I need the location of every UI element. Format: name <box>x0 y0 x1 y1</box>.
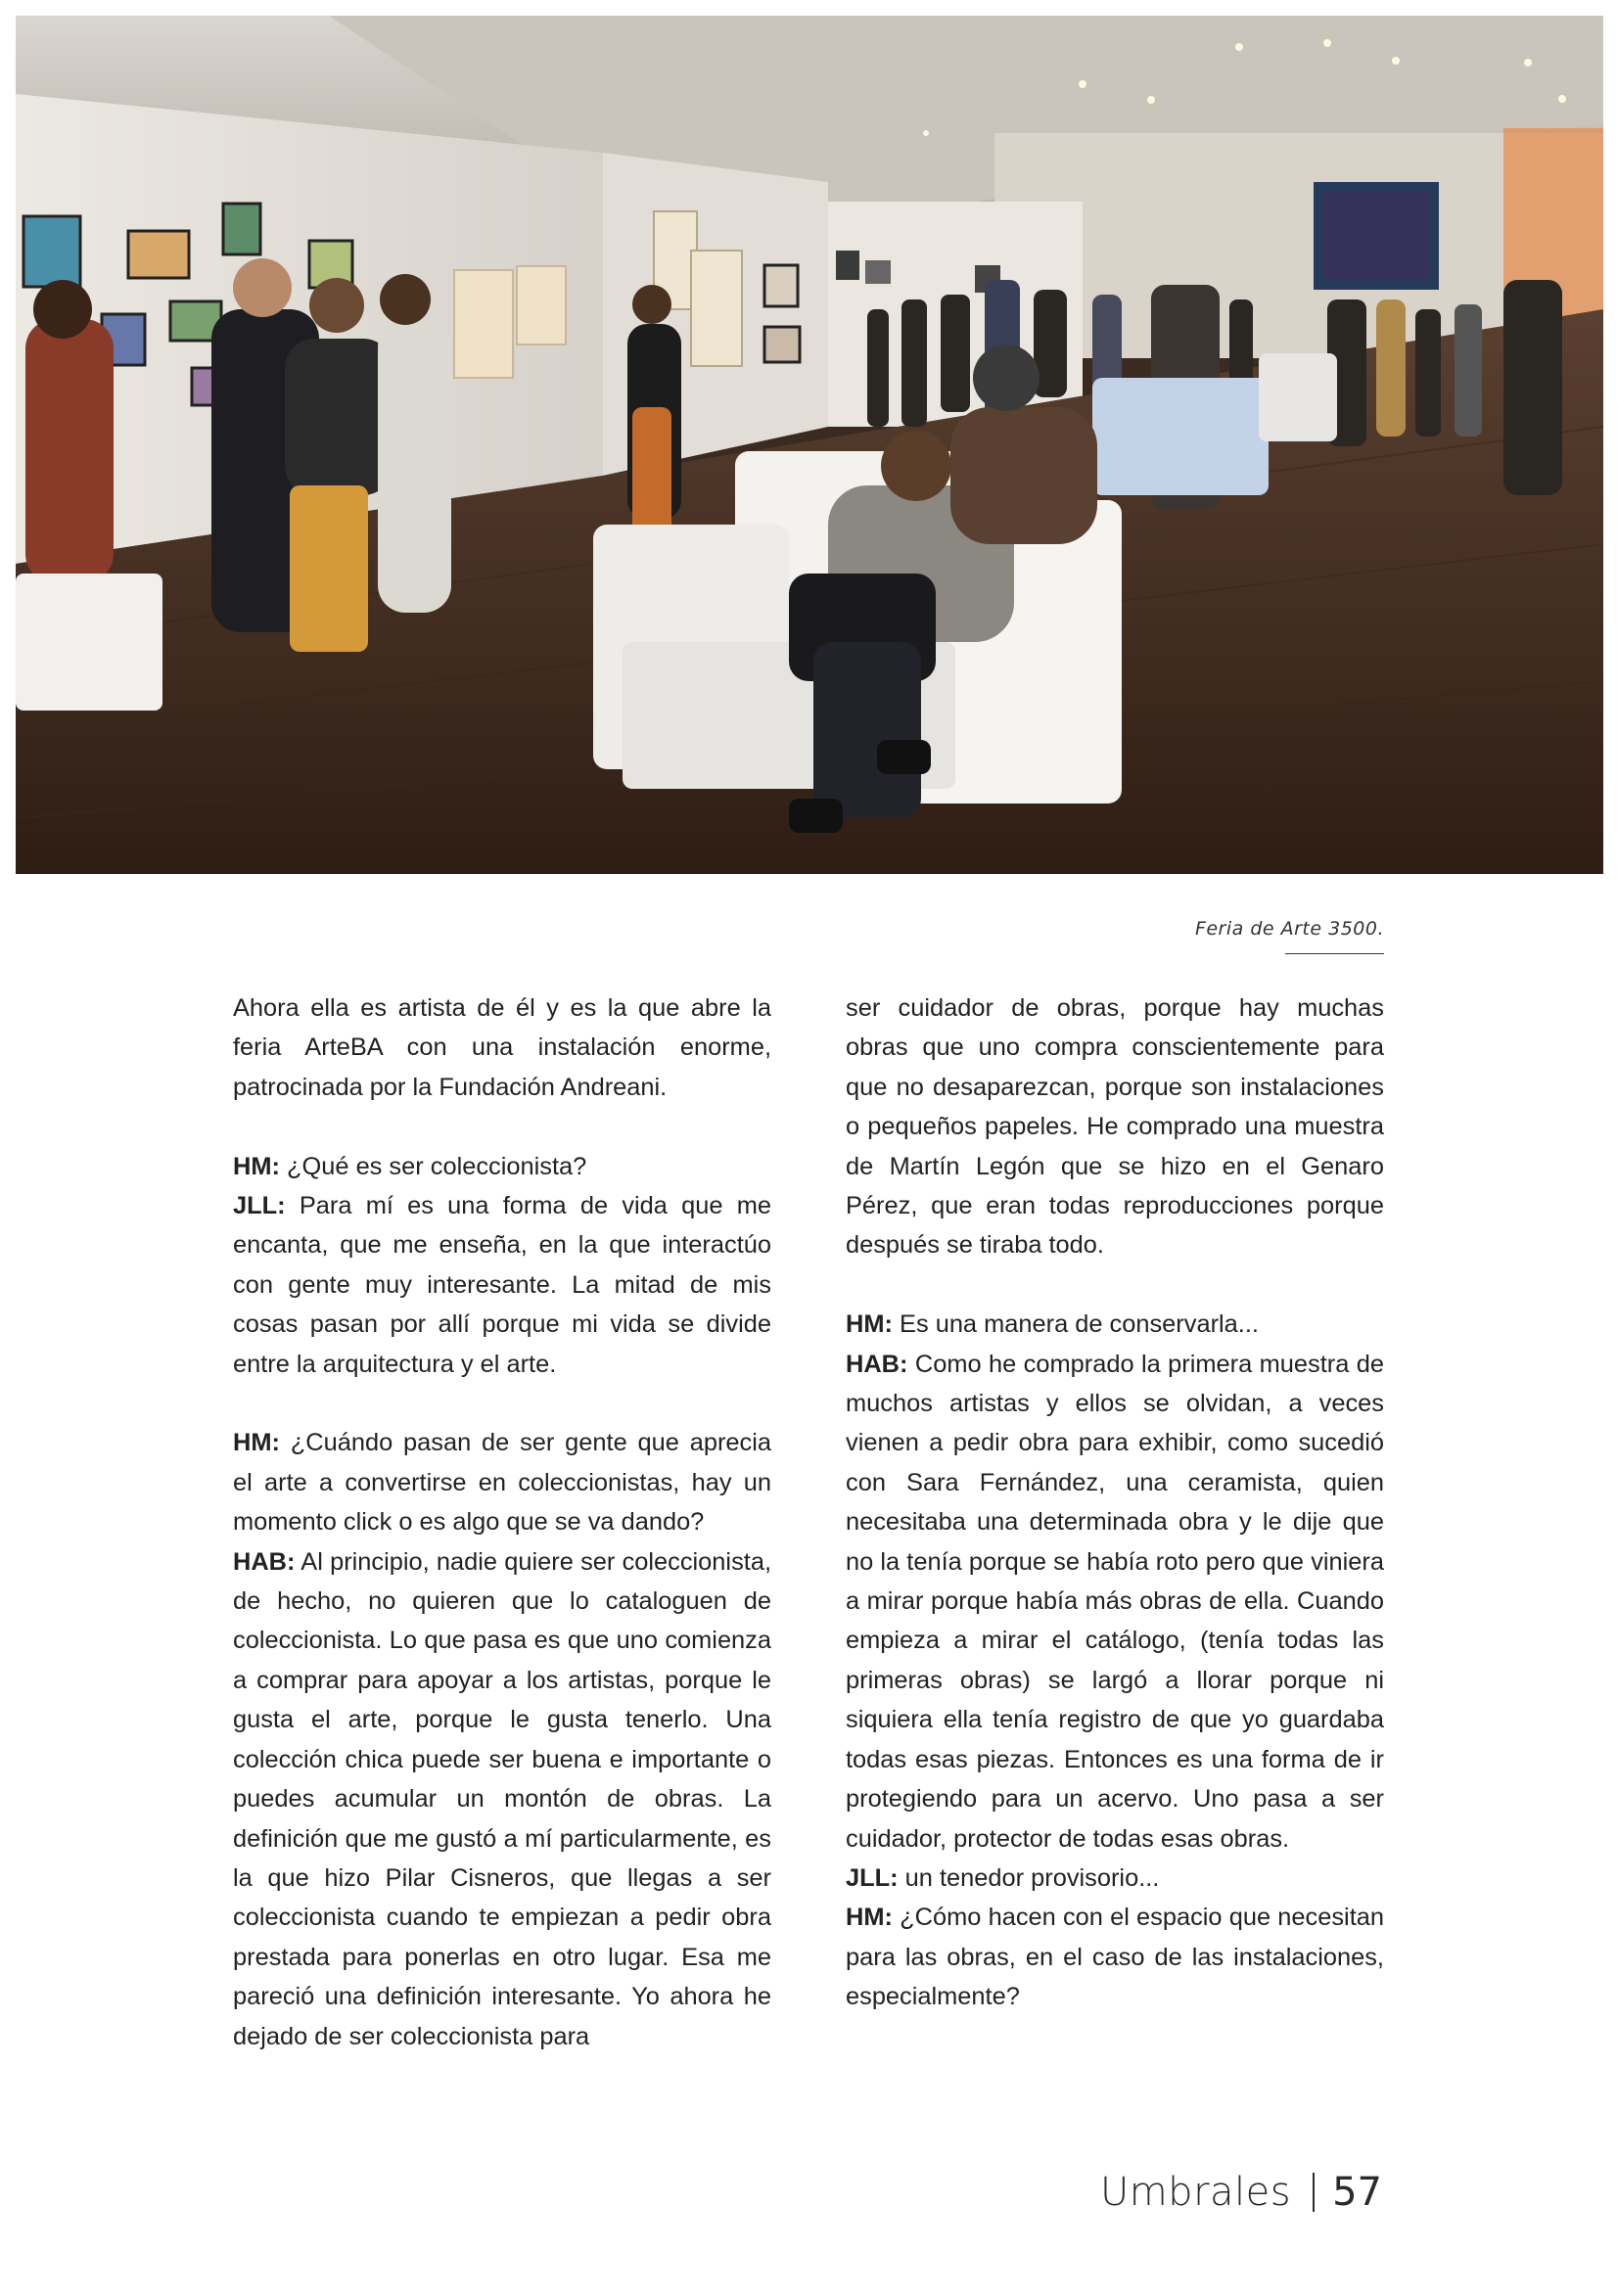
photo-caption: Feria de Arte 3500. <box>1194 918 1384 940</box>
paragraph <box>233 988 771 1107</box>
speaker-label: HM: <box>233 1152 280 1180</box>
speaker-label: JLL: <box>233 1192 286 1220</box>
speaker-label: HAB: <box>846 1350 908 1378</box>
paragraph-text: ¿Cómo hacen con el espacio que necesitan para las obras, en el caso de las instalaciones, especialmente? <box>846 1904 1384 2011</box>
paragraph-text: Como he comprado la primera muestra de muchos artistas y ellos se olvidan, a veces vienen a pedir obra para exhibir, como sucedió con Sara Fernández, una ceramista, quien necesitaba una determinada obra y le dije que no la tenía porque se había roto pero que viniera a mirar porque había más obras de ella. Cuando empieza a mirar el catálogo, (tenía todas las primeras obras) se largó a llorar porque ni siquiera ella tenía registro de que yo guardaba todas esas piezas. Entonces es una forma de ir protegiendo para un acervo. Uno pasa a ser cuidador, protector de todas esas obras. <box>846 1350 1384 1853</box>
paragraph-text: Es una manera de conservarla... <box>892 1310 1259 1339</box>
speaker-label: JLL: <box>846 1863 899 1892</box>
paragraph-text: ¿Cuándo pasan de ser gente que aprecia el arte a convertirse en coleccionistas, hay un momento click o es algo que se va dando? <box>233 1429 771 1537</box>
paragraph-text: un tenedor provisorio... <box>898 1863 1160 1892</box>
caption-underline <box>1285 953 1384 954</box>
paragraph <box>233 1147 771 1186</box>
paragraph <box>846 1898 1384 2016</box>
paragraph <box>846 1305 1384 1344</box>
speaker-label: HAB: <box>233 1547 296 1576</box>
gallery-photo <box>16 16 1603 874</box>
paragraph <box>233 1186 771 1384</box>
paragraph <box>846 1345 1384 1859</box>
page-footer <box>1100 2163 1382 2222</box>
paragraph-text: ¿Qué es ser coleccionista? <box>279 1152 587 1180</box>
magazine-name: Umbrales <box>1099 2170 1292 2215</box>
page-number: 57 <box>1332 2170 1382 2215</box>
gallery-scene-image <box>16 16 1603 874</box>
paragraph-text: Para mí es una forma de vida que me encanta, que me enseña, en la que interactúo con gente muy interesante. La mitad de mis cosas pasan por allí porque mi vida se divide entre la arquitectura y el arte. <box>233 1192 771 1378</box>
paragraph <box>233 1423 771 1541</box>
paragraph-text: ser cuidador de obras, porque hay muchas obras que uno compra conscientemente para que no desaparezcan, porque son instalaciones o pequeños papeles. He comprado una muestra de Martín Legón que se hizo en el Genaro Pérez, que eran todas reproducciones porque después se tiraba todo. <box>846 994 1384 1260</box>
paragraph <box>846 1859 1384 1898</box>
paragraph-text: Ahora ella es artista de él y es la que abre la feria ArteBA con una instalación enorme, patrocinada por la Fundación Andreani. <box>233 994 771 1101</box>
paragraph-text: Al principio, nadie quiere ser coleccionista, de hecho, no quieren que lo cataloguen de coleccionista. Lo que pasa es que uno comienza a comprar para apoyar a los artistas, porque le gusta el arte, porque le gusta tenerlo. Una colección chica puede ser buena e importante o puedes acumular un montón de obras. La definición que me gustó a mí particularmente, es la que hizo Pilar Cisneros, que llegas a ser coleccionista cuando te empiezan a pedir obra prestada para ponerlas en otro lugar. Esa me pareció una definición interesante. Yo ahora he dejado de ser coleccionista para <box>233 1547 771 2050</box>
speaker-label: HM: <box>846 1310 893 1339</box>
text-column-right <box>846 988 1384 2017</box>
paragraph <box>846 988 1384 1265</box>
footer-divider <box>1313 2173 1315 2212</box>
speaker-label: HM: <box>233 1429 280 1457</box>
paragraph <box>233 1542 771 2056</box>
text-column-left <box>233 988 771 2056</box>
speaker-label: HM: <box>846 1904 893 1932</box>
